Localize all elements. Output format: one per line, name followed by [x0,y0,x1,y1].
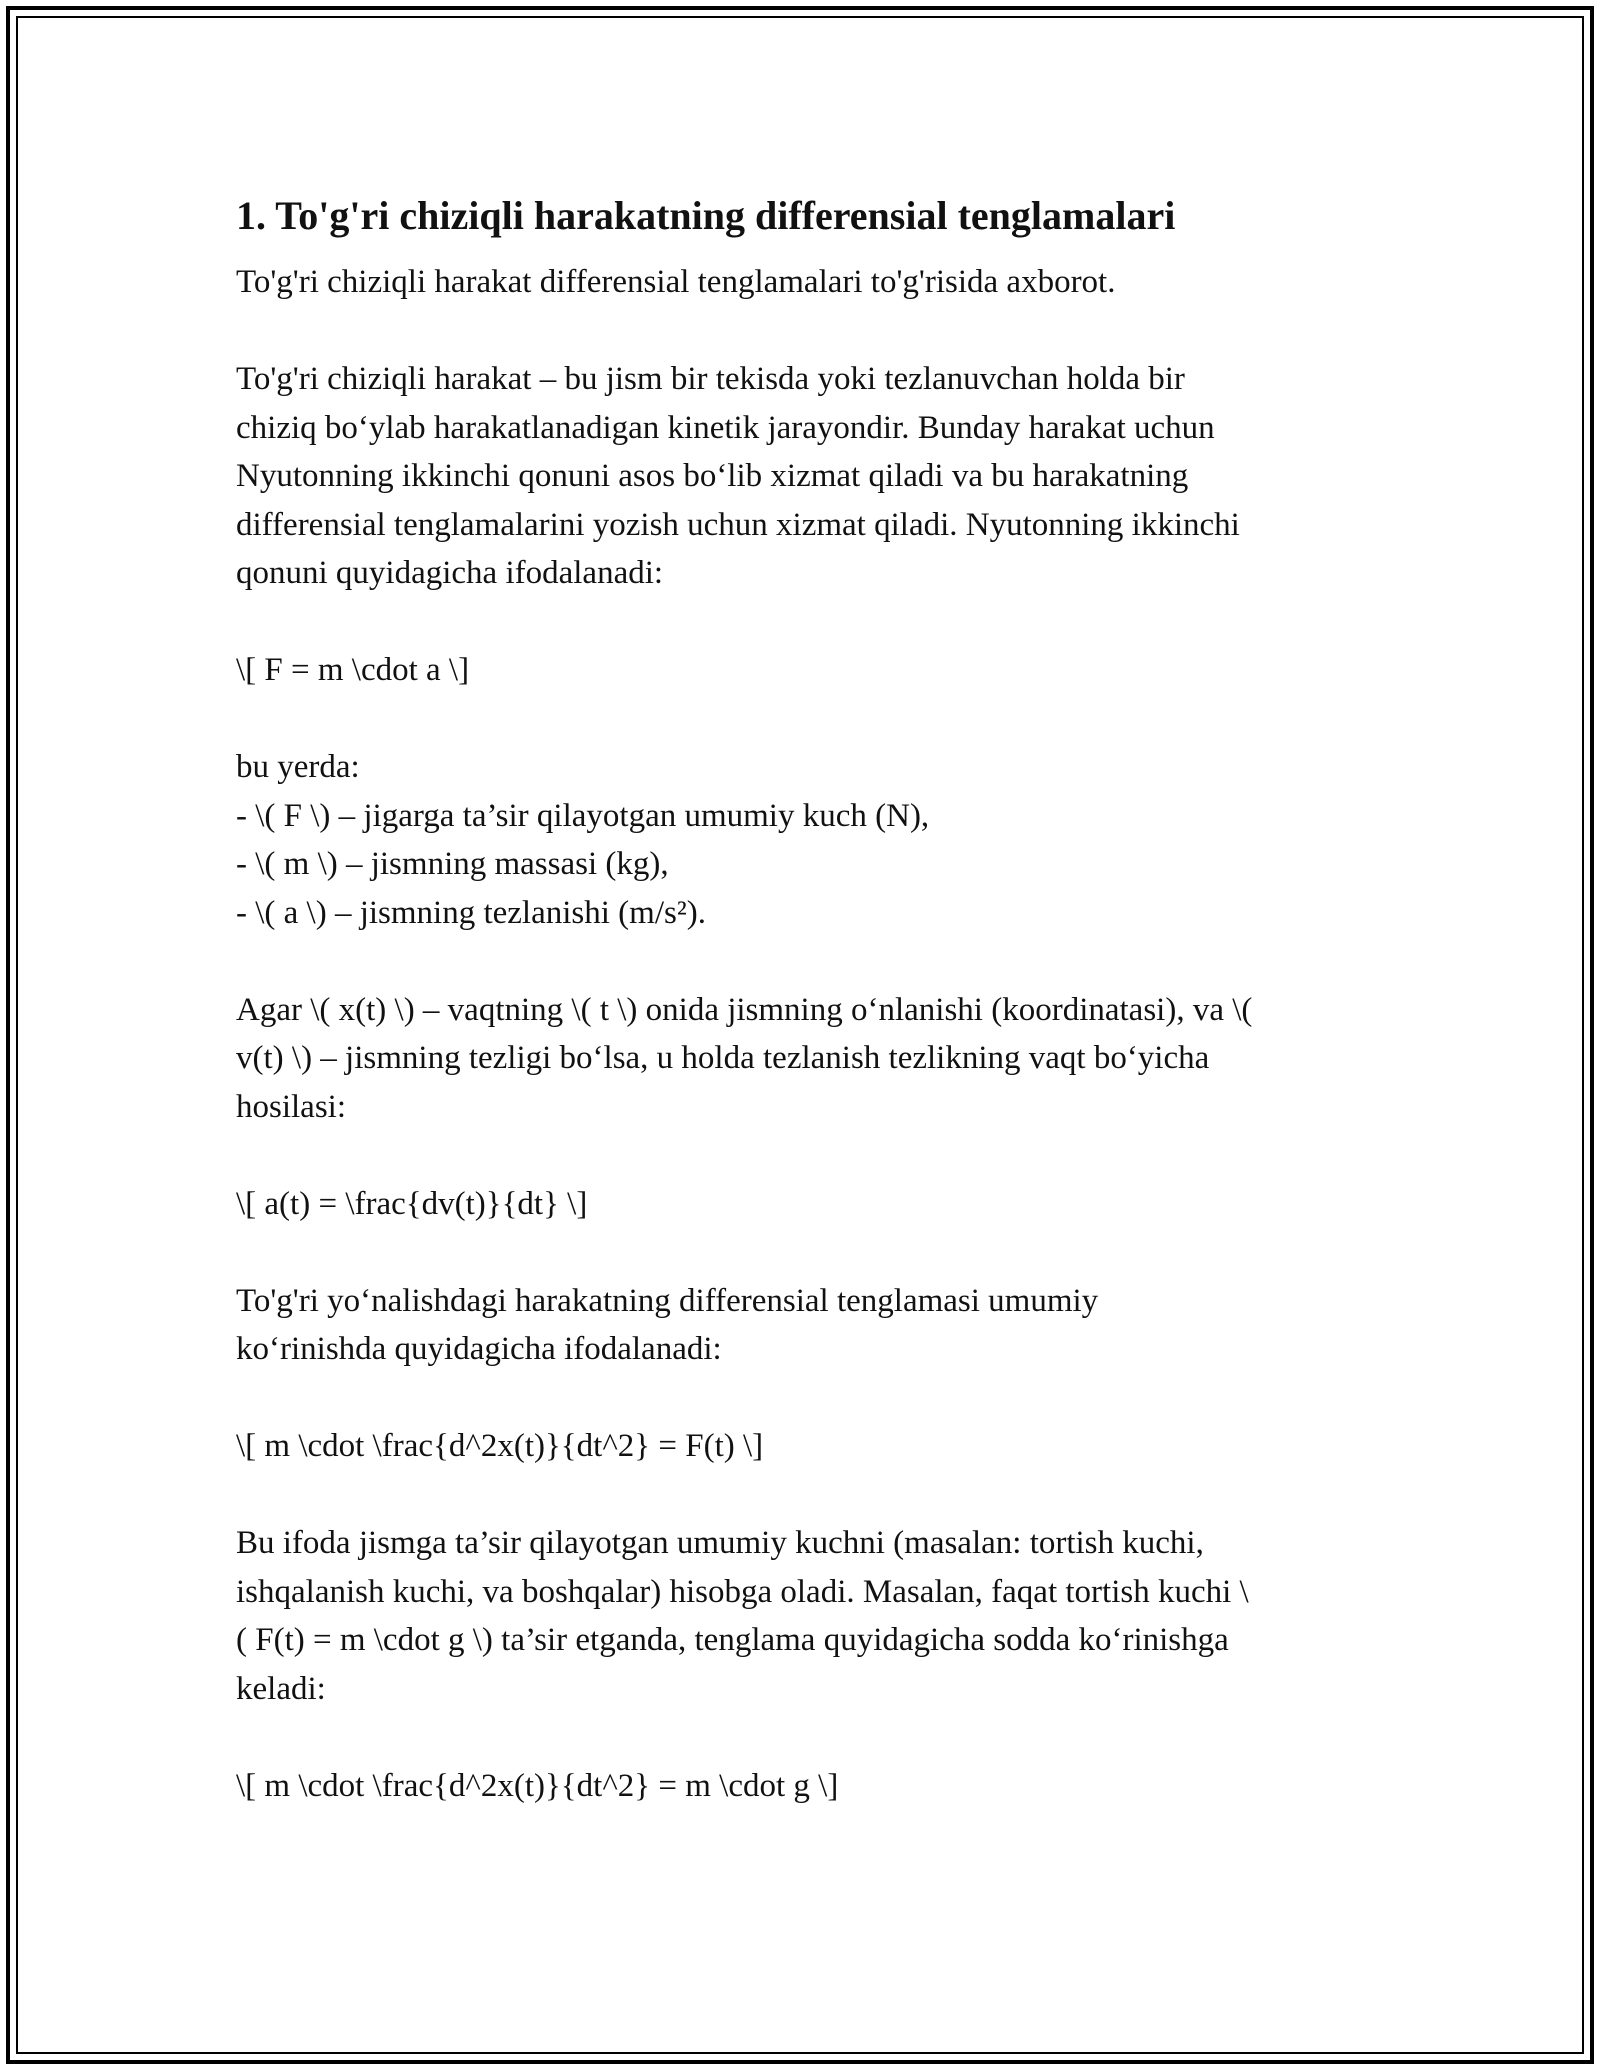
document-title: 1. To'g'ri chiziqli harakatning differensial tenglamalari [236,193,1176,238]
text-line: chiziq bo‘ylab harakatlanadigan kinetik jarayondir. Bunday harakat uchun [236,409,1215,446]
text-line: To'g'ri yo‘nalishdagi harakatning differensial tenglamasi umumiy [236,1282,1099,1319]
text-line: Nyutonning ikkinchi qonuni asos bo‘lib xizmat qiladi va bu harakatning [236,458,1189,494]
text-line: Bu ifoda jismga ta’sir qilayotgan umumiy kuchni (masalan: tortish kuchi, [236,1525,1204,1561]
definitions-heading: bu yerda: [236,749,360,785]
text-line: ( F(t) = m \cdot g \) ta’sir etganda, tenglama quyidagicha sodda ko‘rinishga [236,1622,1229,1658]
formula-gravity-motion-equation: \[ m \cdot \frac{d^2x(t)}{dt^2} = m \cdot g \] [236,1767,839,1804]
general-equation-paragraph [236,1277,1376,1374]
text-line: keladi: [236,1670,326,1707]
text-line: ishqalanish kuchi, va boshqalar) hisobga oladi. Masalan, faqat tortish kuchi \ [236,1573,1249,1610]
definition-item-force: - \( F \) – jigarga ta’sir qilayotgan umumiy kuch (N), [236,797,930,834]
text-line: qonuni quyidagicha ifodalanadi: [236,555,664,591]
definitions-list [236,743,1376,937]
formula-acceleration-derivative: \[ a(t) = \frac{dv(t)}{dt} \] [236,1185,588,1222]
text-line: Agar \( x(t) \) – vaqtning \( t \) onida jismning o‘nlanishi (koordinatasi), va \( [236,991,1253,1028]
formula-general-motion-equation: \[ m \cdot \frac{d^2x(t)}{dt^2} = F(t) \] [236,1428,764,1464]
text-line: v(t) \) – jismning tezligi bo‘lsa, u holda tezlanish tezlikning vaqt bo‘yicha [236,1040,1210,1076]
gravity-paragraph [236,1519,1376,1713]
text-line: differensial tenglamalarini yozish uchun xizmat qiladi. Nyutonning ikkinchi [236,506,1240,543]
document-body [236,188,1376,1810]
text-line: ko‘rinishda quyidagicha ifodalanadi: [236,1331,722,1367]
formula-newton-second-law: \[ F = m \cdot a \] [236,652,470,688]
acceleration-paragraph [236,986,1376,1132]
definition-item-mass: - \( m \) – jismning massasi (kg), [236,846,669,882]
text-line: hosilasi: [236,1088,347,1125]
intro-paragraph [236,355,1376,598]
document-subtitle: To'g'ri chiziqli harakat differensial tenglamalari to'g'risida axborot. [236,264,1116,300]
definition-item-acceleration: - \( a \) – jismning tezlanishi (m/s²). [236,894,706,931]
text-line: To'g'ri chiziqli harakat – bu jism bir tekisda yoki tezlanuvchan holda bir [236,361,1185,397]
